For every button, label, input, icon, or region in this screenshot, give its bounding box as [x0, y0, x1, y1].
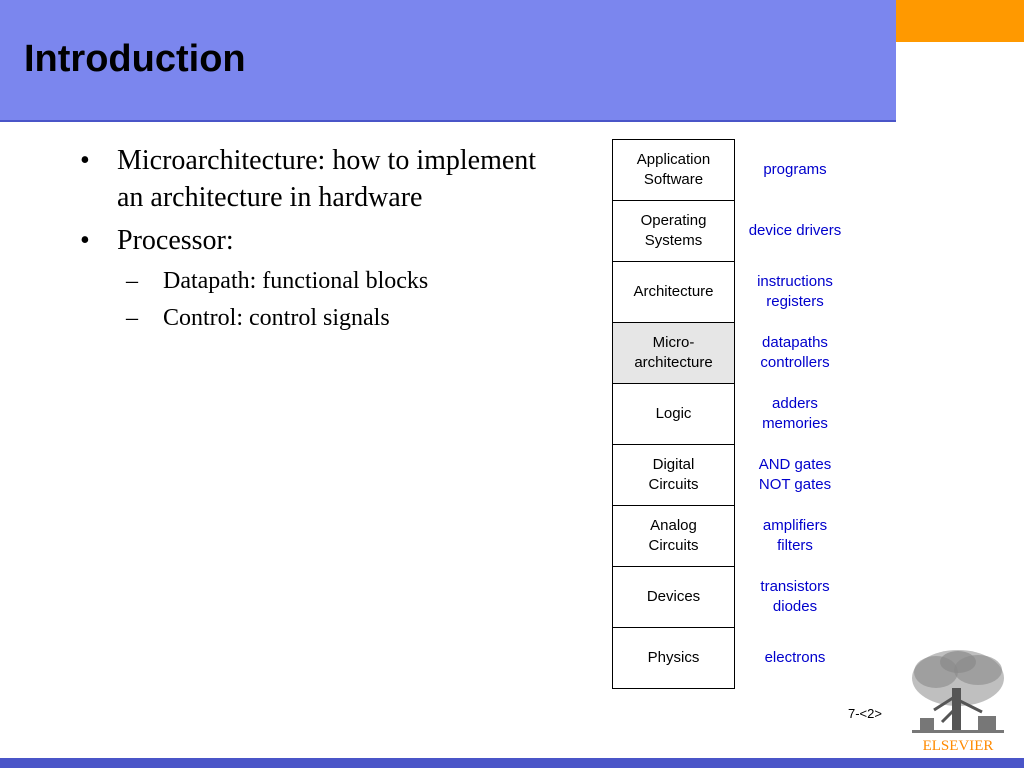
layer-devices: Devices [613, 567, 734, 628]
layer-architecture: Architecture [613, 262, 734, 323]
accent-bar [896, 0, 1024, 42]
layer-examples [735, 139, 855, 688]
layer-microarchitecture: Micro- architecture [613, 323, 734, 384]
page-number: 7-<2> [848, 706, 882, 721]
elsevier-tree-icon [906, 648, 1010, 754]
bullet-list [80, 142, 550, 339]
layer-analog-circuits: Analog Circuits [613, 506, 734, 567]
sub-bullet-text: Control: control signals [163, 305, 390, 331]
sub-bullet-item [118, 302, 550, 334]
sub-bullet-item [118, 265, 550, 297]
layer-operating-systems: Operating Systems [613, 201, 734, 262]
sub-bullet-text: Datapath: functional blocks [163, 268, 429, 294]
example-devices: transistors diodes [760, 577, 830, 615]
example-operating-systems: device drivers [748, 221, 842, 239]
title-bar [0, 0, 896, 122]
bullet-item [80, 142, 550, 216]
example-digital-circuits: AND gates NOT gates [758, 455, 832, 493]
example-logic: adders memories [762, 394, 828, 432]
elsevier-logo [906, 648, 1010, 754]
bullet-marker: • [80, 145, 90, 176]
abstraction-stack [612, 139, 735, 689]
logo-wordmark: ELSEVIER [922, 738, 994, 754]
example-architecture: instructions registers [757, 272, 833, 310]
layer-digital-circuits: Digital Circuits [613, 445, 734, 506]
layer-physics: Physics [613, 628, 734, 689]
example-application-software: programs [763, 160, 827, 178]
footer-bar [0, 758, 1024, 768]
sub-bullet-marker: – [126, 305, 138, 331]
bullet-item [80, 222, 550, 259]
sub-bullet-marker: – [126, 268, 138, 294]
bullet-marker: • [80, 225, 90, 256]
example-analog-circuits: amplifiers filters [762, 516, 828, 554]
example-microarchitecture: datapaths controllers [760, 333, 830, 371]
layer-application-software: Application Software [613, 140, 734, 201]
bullet-text: Processor: [117, 225, 234, 256]
bullet-text: Microarchitecture: how to implement an architecture in hardware [117, 145, 537, 213]
layer-logic: Logic [613, 384, 734, 445]
example-physics: electrons [764, 648, 826, 666]
slide-title: Introduction [24, 38, 246, 80]
